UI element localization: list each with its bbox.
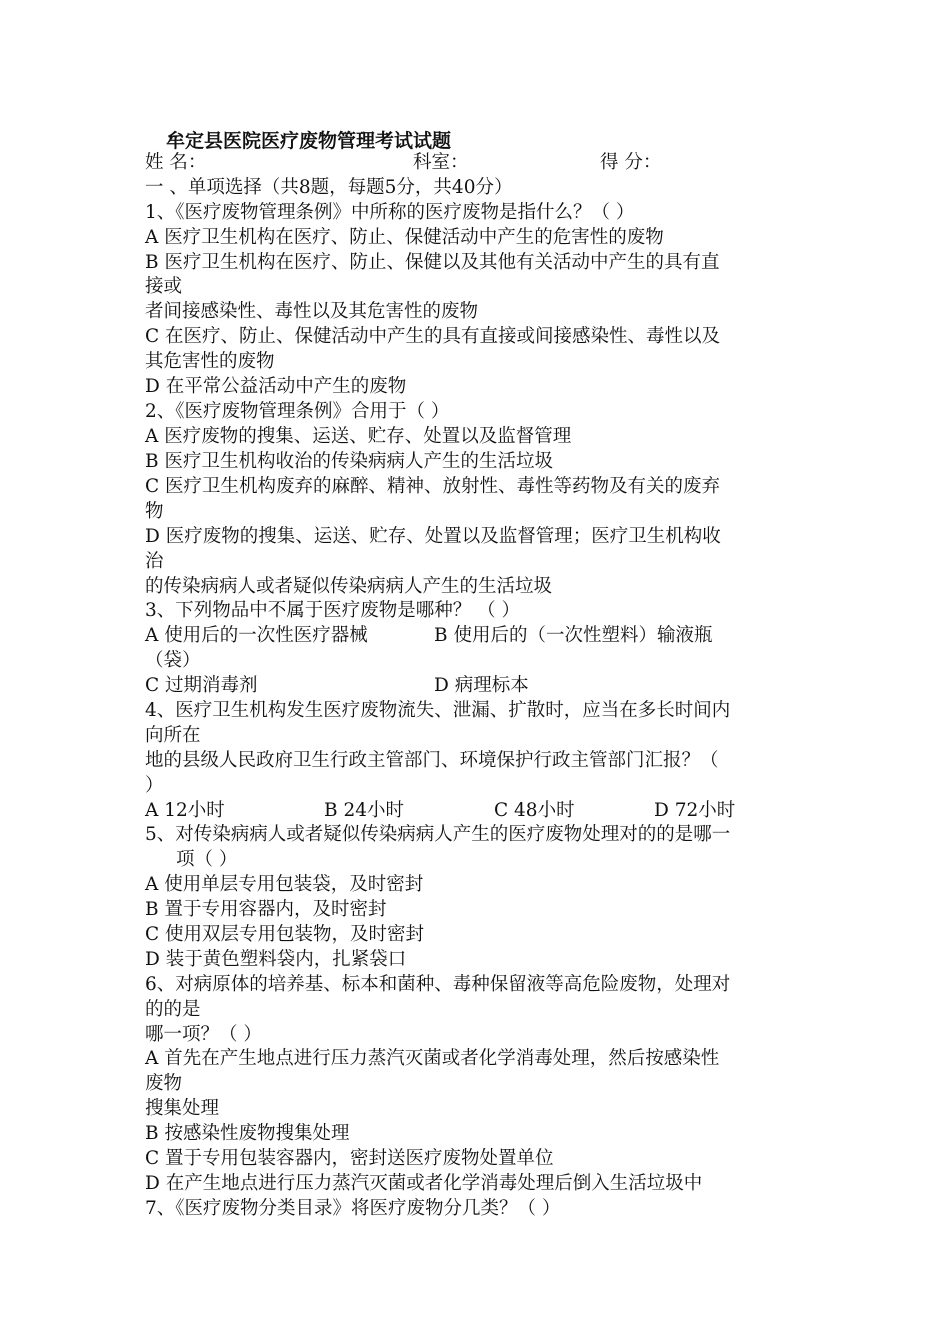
q2-option-d-cont: 治 xyxy=(145,551,164,572)
q6-option-a: A 首先在产生地点进行压力蒸汽灭菌或者化学消毒处理，然后按感染性 xyxy=(145,1048,720,1069)
q2-option-c-cont: 物 xyxy=(145,501,164,522)
q5-stem-cont: 项（ ） xyxy=(176,849,238,870)
q2-option-c: C 医疗卫生机构废弃的麻醉、精神、放射性、毒性等药物及有关的废弃 xyxy=(145,476,721,497)
q6-stem-cont2: 哪一项？（ ） xyxy=(145,1024,262,1045)
q5-option-b: B 置于专用容器内，及时密封 xyxy=(145,899,387,920)
q1-option-b-cont: 接或 xyxy=(145,276,183,297)
section-heading: 一 、单项选择（共8题，每题5分，共40分） xyxy=(145,177,513,198)
q2-option-d-cont2: 的传染病病人或者疑似传染病病人产生的生活垃圾 xyxy=(145,576,553,597)
q6-option-c: C 置于专用包装容器内，密封送医疗废物处置单位 xyxy=(145,1148,554,1169)
exam-title: 牟定县医院医疗废物管理考试试题 xyxy=(166,130,452,152)
q1-option-b-cont2: 者间接感染性、毒性以及其危害性的废物 xyxy=(145,301,479,322)
q4-stem-cont2: 地的县级人民政府卫生行政主管部门、环境保护行政主管部门汇报？（ xyxy=(145,750,719,771)
q6-option-a-cont: 废物 xyxy=(145,1073,183,1094)
q1-option-b: B 医疗卫生机构在医疗、防止、保健以及其他有关活动中产生的具有直 xyxy=(145,252,720,273)
q6-option-a-cont2: 搜集处理 xyxy=(145,1098,220,1119)
q4-option-d: D 72小时 xyxy=(654,800,736,821)
q4-option-c: C 48小时 xyxy=(494,800,575,821)
q5-option-d: D 装于黄色塑料袋内，扎紧袋口 xyxy=(145,949,407,970)
q5-option-c: C 使用双层专用包装物，及时密封 xyxy=(145,924,425,945)
q3-option-d: D 病理标本 xyxy=(434,675,529,696)
dept-label: 科室： xyxy=(413,152,469,173)
q4-option-b: B 24小时 xyxy=(324,800,405,821)
q4-stem: 4、医疗卫生机构发生医疗废物流失、泄漏、扩散时，应当在多长时间内 xyxy=(145,700,731,721)
q4-option-a: A 12小时 xyxy=(145,800,225,821)
q4-stem-cont: 向所在 xyxy=(145,725,201,746)
q1-option-d: D 在平常公益活动中产生的废物 xyxy=(145,376,407,397)
q3-option-b: B 使用后的（一次性塑料）输液瓶 xyxy=(434,625,713,646)
q3-option-b-cont: （袋） xyxy=(145,650,201,671)
q1-stem: 1、《医疗废物管理条例》中所称的医疗废物是指什么？（ ） xyxy=(145,202,635,223)
name-label: 姓 名： xyxy=(145,152,207,173)
q3-option-a: A 使用后的一次性医疗器械 xyxy=(145,625,368,646)
q6-option-b: B 按感染性废物搜集处理 xyxy=(145,1123,350,1144)
q6-stem-cont: 的的是 xyxy=(145,999,201,1020)
score-label: 得 分： xyxy=(600,152,662,173)
q7-stem: 7、《医疗废物分类目录》将医疗废物分几类？（ ） xyxy=(145,1198,561,1219)
q4-stem-cont3: ） xyxy=(145,775,164,796)
q2-stem: 2、《医疗废物管理条例》合用于（ ） xyxy=(145,401,450,422)
q2-option-b: B 医疗卫生机构收治的传染病病人产生的生活垃圾 xyxy=(145,451,553,472)
q3-option-c: C 过期消毒剂 xyxy=(145,675,258,696)
q1-option-c: C 在医疗、防止、保健活动中产生的具有直接或间接感染性、毒性以及 xyxy=(145,326,721,347)
q6-stem: 6、对病原体的培养基、标本和菌种、毒种保留液等高危险废物，处理对 xyxy=(145,974,731,995)
q5-option-a: A 使用单层专用包装袋，及时密封 xyxy=(145,874,424,895)
q2-option-a: A 医疗废物的搜集、运送、贮存、处置以及监督管理 xyxy=(145,426,572,447)
q1-option-c-cont: 其危害性的废物 xyxy=(145,351,275,372)
q5-stem: 5、对传染病病人或者疑似传染病病人产生的医疗废物处理对的的是哪一 xyxy=(145,824,731,845)
q2-option-d: D 医疗废物的搜集、运送、贮存、处置以及监督管理；医疗卫生机构收 xyxy=(145,526,721,547)
q1-option-a: A 医疗卫生机构在医疗、防止、保健活动中产生的危害性的废物 xyxy=(145,227,664,248)
q6-option-d: D 在产生地点进行压力蒸汽灭菌或者化学消毒处理后倒入生活垃圾中 xyxy=(145,1173,703,1194)
q3-stem: 3、下列物品中不属于医疗废物是哪种？ （ ） xyxy=(145,600,521,621)
header-row xyxy=(145,150,206,175)
